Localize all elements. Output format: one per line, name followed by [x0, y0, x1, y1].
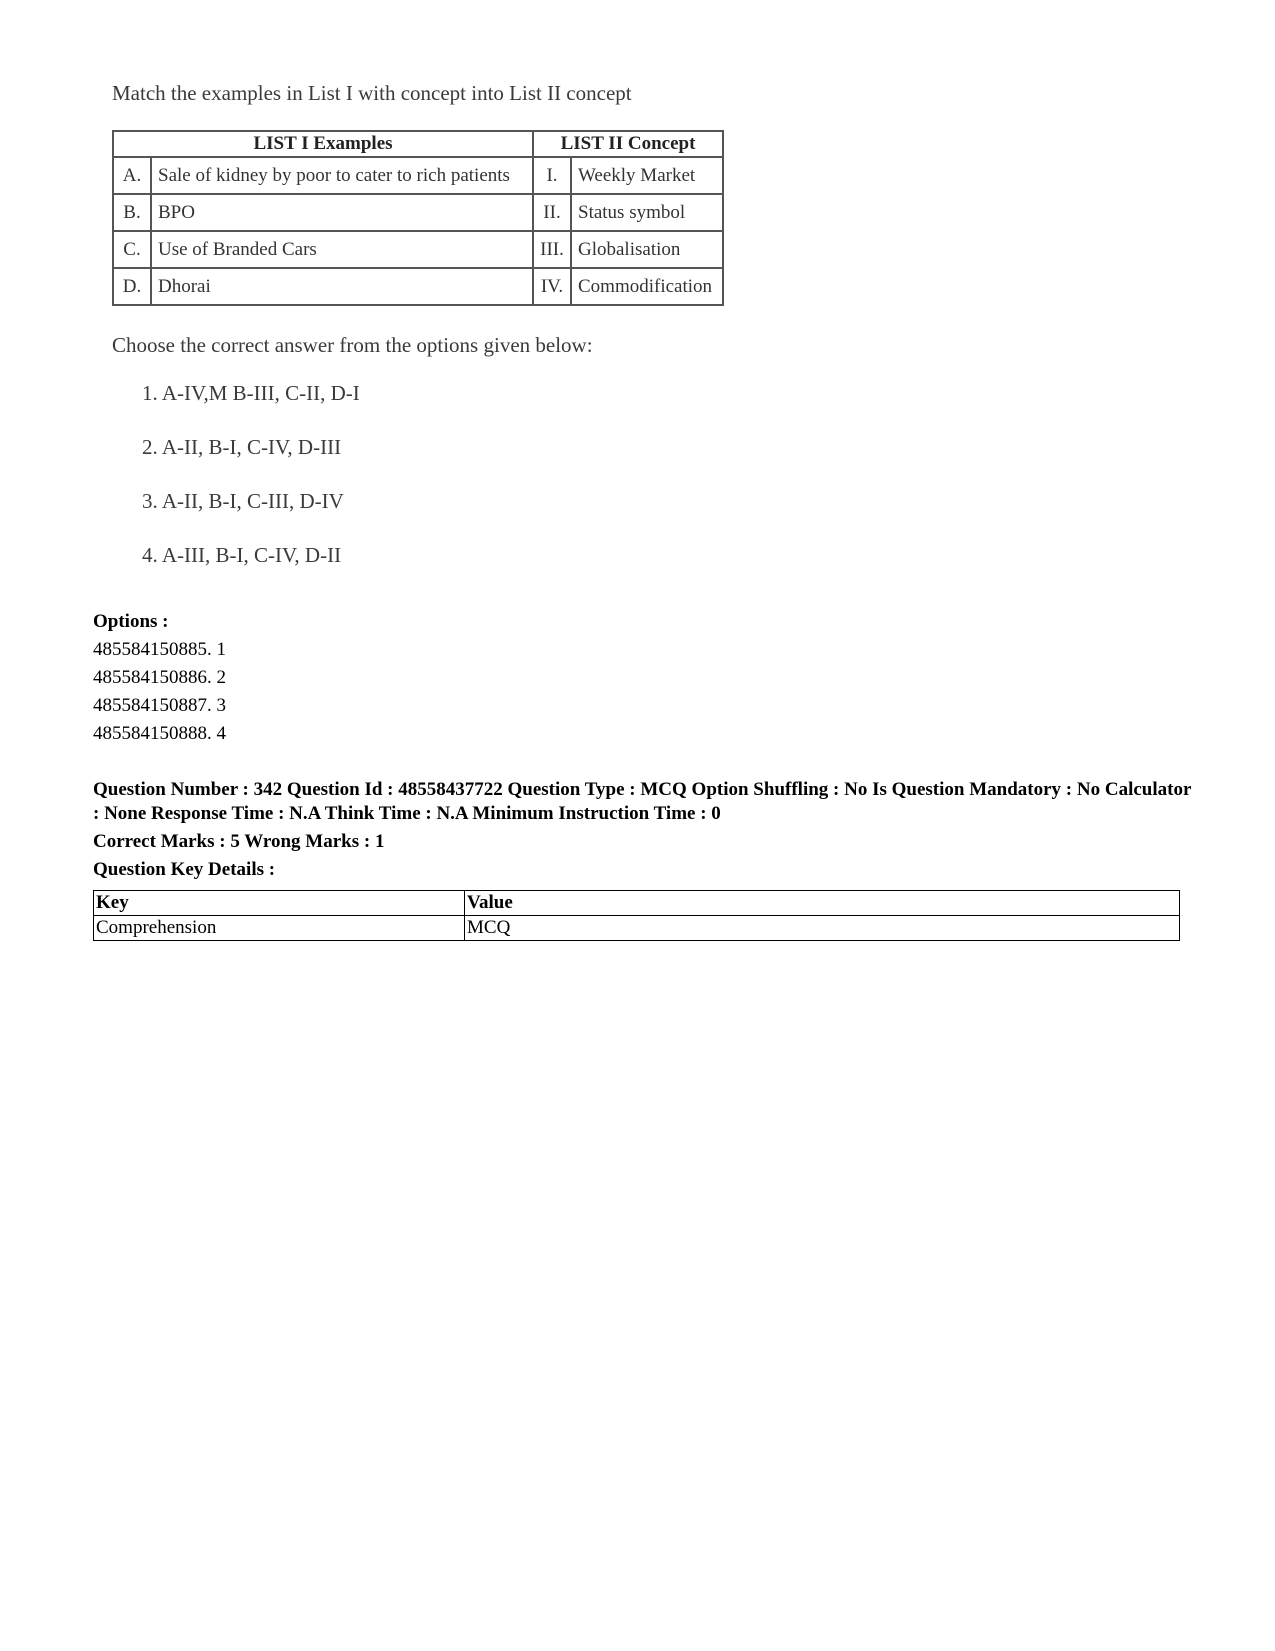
match-table-header [113, 131, 723, 157]
question-info: Question Number : 342 Question Id : 48558437722 Question Type : MCQ Option Shuffling : No Is Question Mandatory : No Calculator : None Response Time : N.A Think Time : N.A Minimum Instruction Time : 0 [93, 779, 1192, 824]
key-cell: Comprehension [94, 916, 465, 941]
answer-choice: 1. A-IV,M B-III, C-II, D-I [142, 381, 360, 405]
table-row [94, 891, 1180, 916]
table-row [113, 157, 723, 194]
option-item: 485584150885. 1 [93, 639, 226, 660]
option-item: 485584150888. 4 [93, 723, 226, 744]
value-cell: MCQ [465, 916, 1180, 941]
list-ii-header: LIST II Concept [533, 131, 723, 157]
row-letter: C. [113, 231, 151, 268]
key-header: Key [94, 891, 465, 916]
table-row [113, 231, 723, 268]
match-table [112, 130, 724, 306]
row-example: Dhorai [151, 268, 533, 305]
row-concept: Status symbol [571, 194, 723, 231]
question-details [93, 778, 1193, 886]
key-details-table [93, 890, 1180, 941]
row-concept: Commodification [571, 268, 723, 305]
answer-choice: 2. A-II, B-I, C-IV, D-III [142, 435, 342, 459]
answer-choice: 4. A-III, B-I, C-IV, D-II [142, 543, 342, 567]
row-concept: Globalisation [571, 231, 723, 268]
row-example: Sale of kidney by poor to cater to rich patients [151, 157, 533, 194]
option-item: 485584150886. 2 [93, 667, 226, 688]
question-image [112, 78, 752, 594]
answer-choices [142, 378, 752, 594]
row-roman: IV. [533, 268, 571, 305]
row-roman: II. [533, 194, 571, 231]
option-item: 485584150887. 3 [93, 695, 226, 716]
options-label: Options : [93, 611, 169, 632]
value-header: Value [465, 891, 1180, 916]
table-row [113, 268, 723, 305]
table-row [113, 194, 723, 231]
row-example: Use of Branded Cars [151, 231, 533, 268]
row-example: BPO [151, 194, 533, 231]
row-letter: A. [113, 157, 151, 194]
marks-info: Correct Marks : 5 Wrong Marks : 1 [93, 831, 385, 852]
question-prompt: Match the examples in List I with concept into List II concept [112, 81, 632, 105]
row-letter: D. [113, 268, 151, 305]
choose-instruction: Choose the correct answer from the options given below: [112, 333, 593, 357]
row-letter: B. [113, 194, 151, 231]
row-roman: III. [533, 231, 571, 268]
table-row [94, 916, 1180, 941]
key-details-label: Question Key Details : [93, 859, 276, 880]
row-roman: I. [533, 157, 571, 194]
list-i-header: LIST I Examples [113, 131, 533, 157]
answer-choice: 3. A-II, B-I, C-III, D-IV [142, 489, 344, 513]
row-concept: Weekly Market [571, 157, 723, 194]
question-meta [93, 608, 1193, 941]
